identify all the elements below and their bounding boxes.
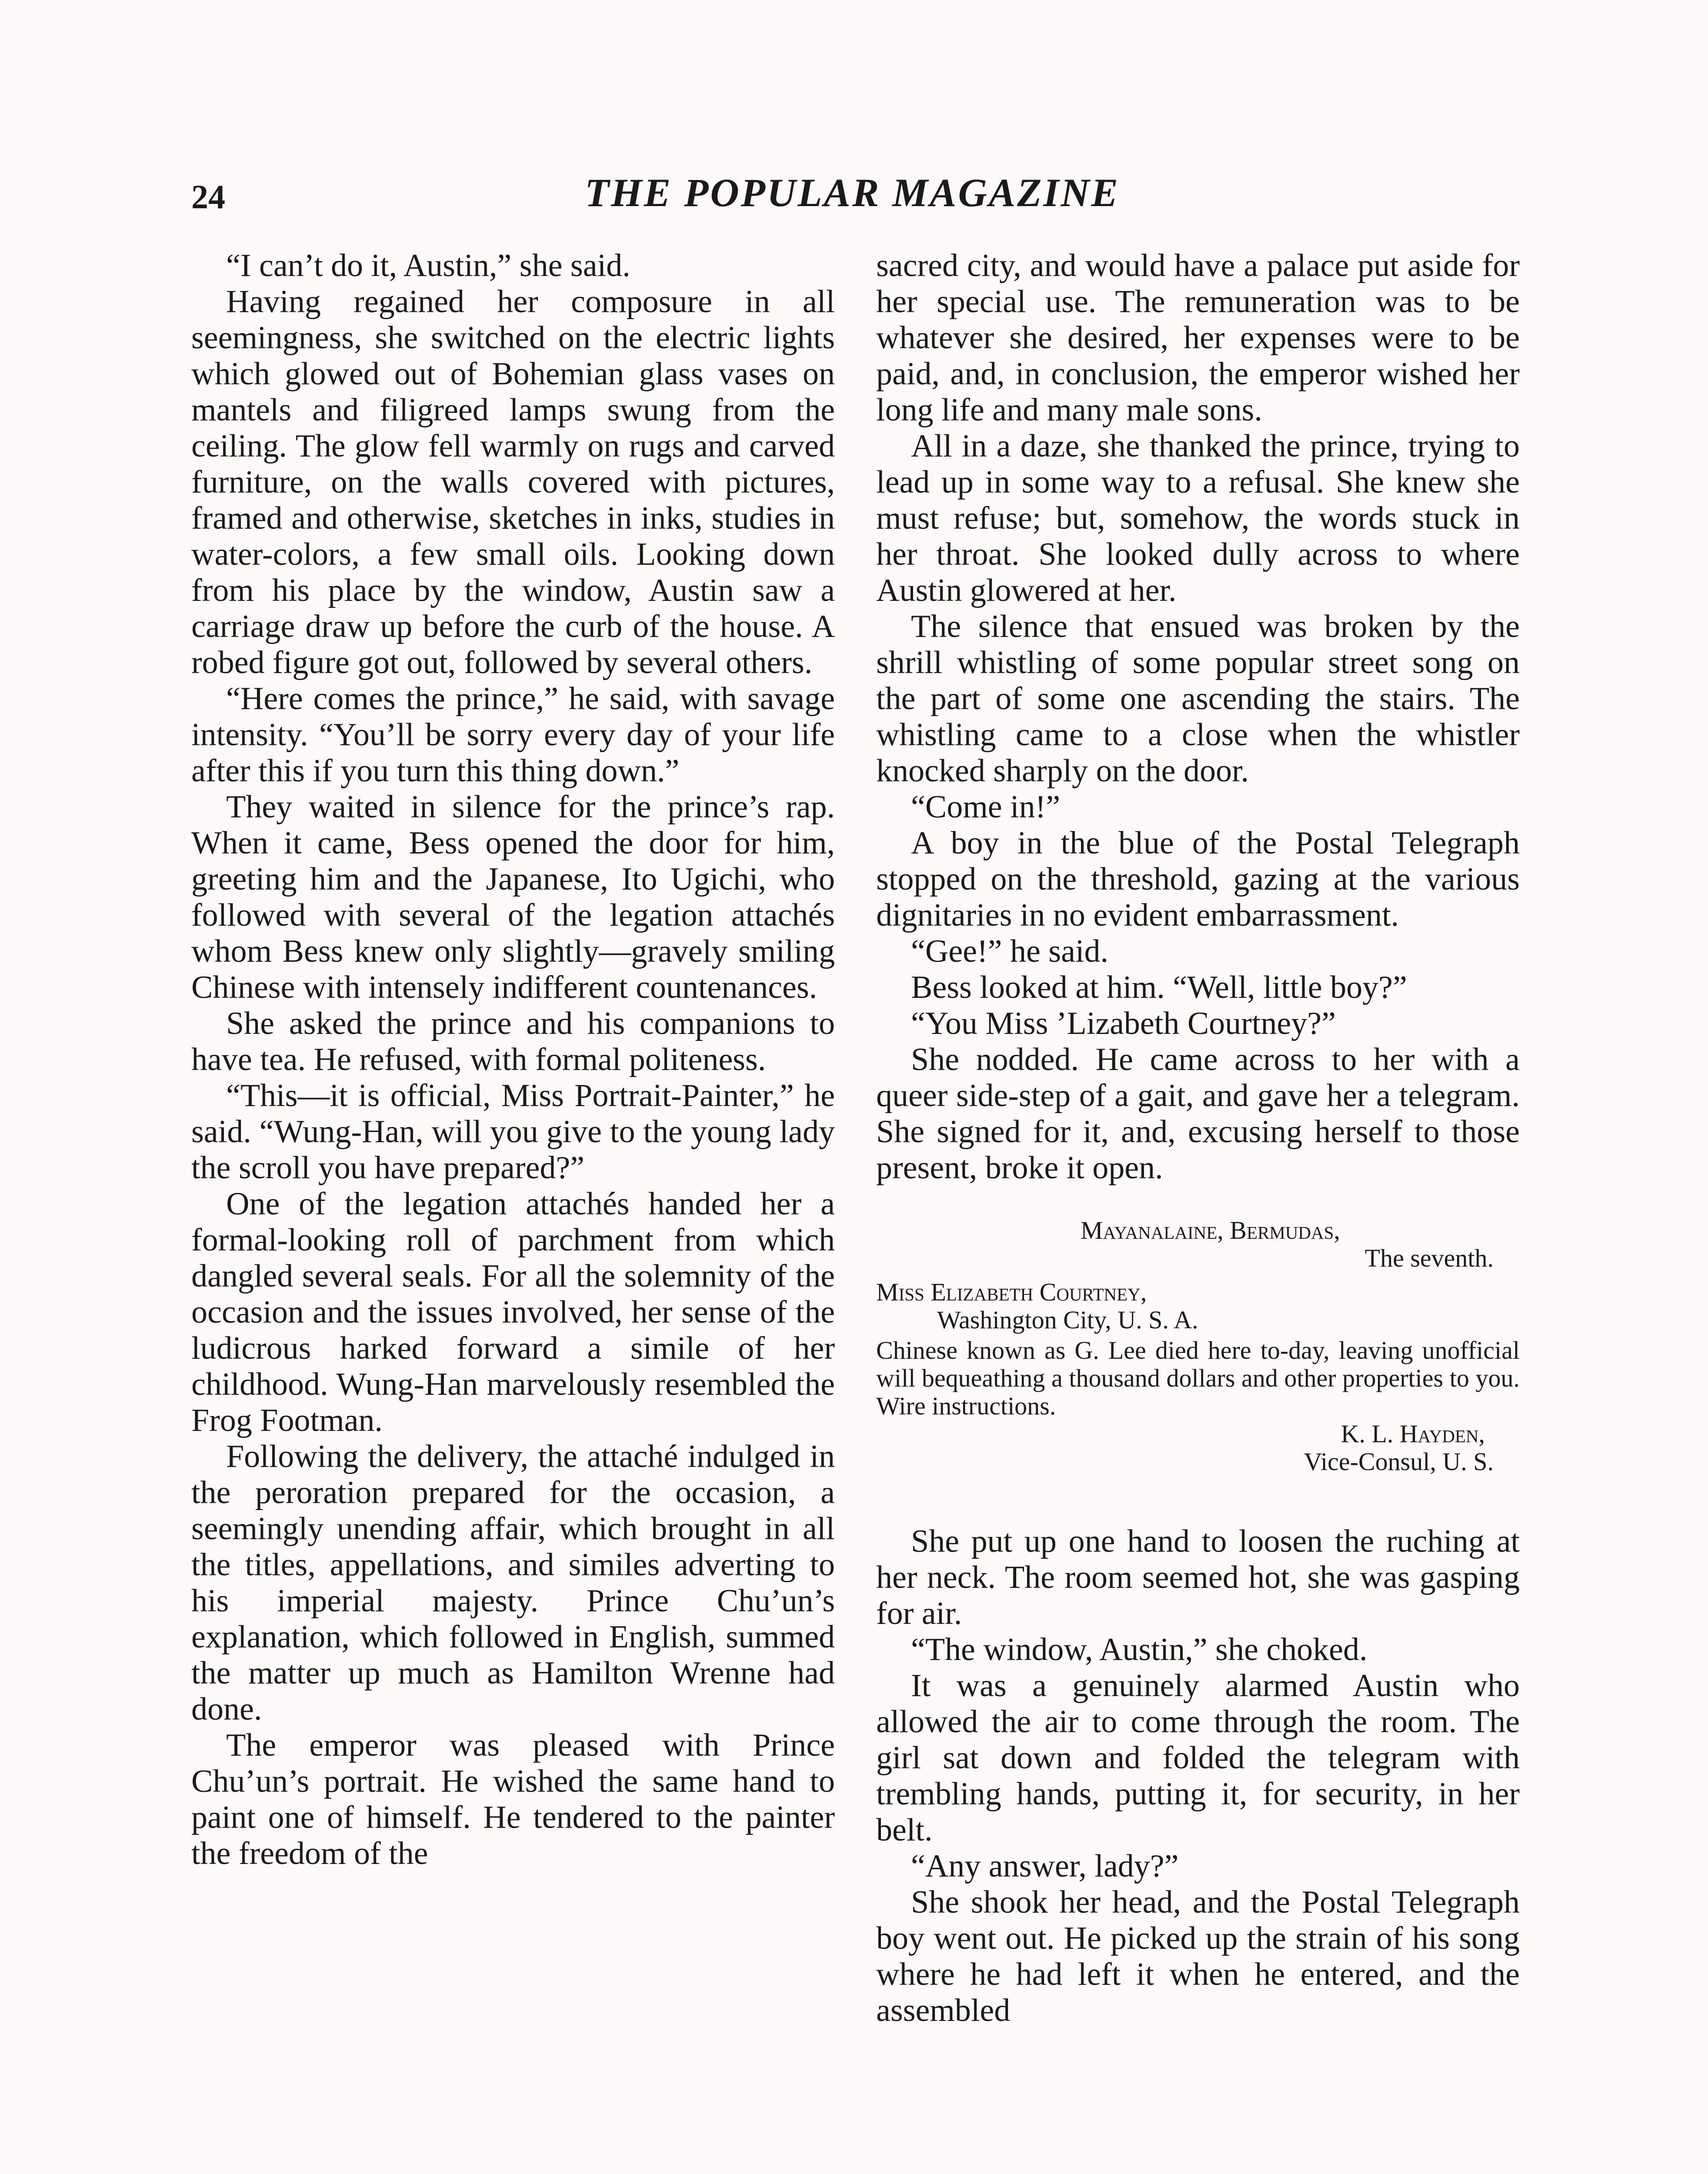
paragraph: She shook her head, and the Postal Telegraph boy went out. He picked up the strain of his song where he had left it when he entered, and the assembled (876, 1884, 1520, 2028)
paragraph: “The window, Austin,” she choked. (911, 1632, 1368, 1667)
page-number: 24 (191, 178, 225, 216)
telegram-place: Mayanalaine, Bermudas, (1081, 1216, 1340, 1244)
paragraph: They waited in silence for the prince’s rap. When it came, Bess opened the door for him, greeting him and the Japanese, Ito Ugichi, who followed with several of the legation attachés whom Bess knew only slightly—gravely smiling Chinese with intensely indifferent countenances. (191, 789, 835, 1005)
paragraph: The emperor was pleased with Prince Chu’un’s portrait. He wished the same hand to paint one of himself. He tendered to the painter the freedom of the (191, 1727, 835, 1871)
telegram-body: Chinese known as G. Lee died here to-day, leaving unofficial will bequeathing a thousand dollars and other properties to you. Wire instructions. (876, 1336, 1520, 1420)
telegram-signature: K. L. Hayden, (1341, 1420, 1485, 1448)
paragraph: A boy in the blue of the Postal Telegraph stopped on the threshold, gazing at the various dignitaries in no evident embarrassment. (876, 825, 1520, 933)
telegram-date: The seventh. (1364, 1244, 1494, 1272)
running-head: THE POPULAR MAGAZINE (584, 170, 1120, 215)
paragraph: “Here comes the prince,” he said, with savage intensity. “You’ll be sorry every day of your life after this if you turn this thing down.” (191, 681, 835, 789)
right-column (876, 248, 1520, 2029)
telegram-recipient: Miss Elizabeth Courtney, (876, 1278, 1147, 1306)
paragraph: It was a genuinely alarmed Austin who allowed the air to come through the room. The girl sat down and folded the telegram with trembling hands, putting it, for security, in her belt. (876, 1668, 1520, 1848)
paragraph: All in a daze, she thanked the prince, trying to lead up in some way to a refusal. She knew she must refuse; but, somehow, the words stuck in her throat. She looked dully across to where Austin glowered at her. (876, 428, 1520, 608)
paragraph: sacred city, and would have a palace put aside for her special use. The remuneration was to be whatever she desired, her expenses were to be paid, and, in conclusion, the emperor wished her long life and many male sons. (876, 248, 1520, 428)
paragraph: Having regained her composure in all seemingness, she switched on the electric lights which glowed out of Bohemian glass vases on mantels and filigreed lamps swung from the ceiling. The glow fell warmly on rugs and carved furniture, on the walls covered with pictures, framed and otherwise, sketches in inks, studies in water-colors, a few small oils. Looking down from his place by the window, Austin saw a carriage draw up before the curb of the house. A robed figure got out, followed by several others. (191, 284, 835, 680)
telegram-address: Washington City, U. S. A. (937, 1306, 1198, 1334)
telegram (876, 1217, 1520, 1476)
paragraph: “Any answer, lady?” (911, 1848, 1179, 1884)
paragraph: “You Miss ’Lizabeth Courtney?” (911, 1006, 1336, 1041)
telegram-signer-title: Vice-Consul, U. S. (1304, 1447, 1494, 1476)
paragraph: “Come in!” (911, 789, 1061, 825)
paragraph: Bess looked at him. “Well, little boy?” (911, 970, 1407, 1005)
left-column (191, 248, 835, 1872)
paragraph: She asked the prince and his companions to have tea. He refused, with formal politeness. (191, 1006, 835, 1077)
paragraph: “This—it is official, Miss Portrait-Painter,” he said. “Wung-Han, will you give to the young lady the scroll you have prepared?” (191, 1078, 835, 1186)
page-header (191, 170, 1513, 226)
paragraph: “Gee!” he said. (911, 934, 1109, 969)
paragraph: Following the delivery, the attaché indulged in the peroration prepared for the occasion, a seemingly unending affair, which brought in all the titles, appellations, and similes adverting to his imperial majesty. Prince Chu’un’s explanation, which followed in English, summed the matter up much as Hamilton Wrenne had done. (191, 1439, 835, 1727)
paragraph: One of the legation attachés handed her a formal-looking roll of parchment from which dangled several seals. For all the solemnity of the occasion and the issues involved, her sense of the ludicrous harked forward a simile of her childhood. Wung-Han marvelously resembled the Frog Footman. (191, 1186, 835, 1438)
paragraph: “I can’t do it, Austin,” she said. (226, 248, 630, 283)
paragraph: The silence that ensued was broken by the shrill whistling of some popular street song on the part of some one ascending the stairs. The whistling came to a close when the whistler knocked sharply on the door. (876, 609, 1520, 789)
paragraph: She nodded. He came across to her with a queer side-step of a gait, and gave her a telegram. She signed for it, and, excusing herself to those present, broke it open. (876, 1042, 1520, 1186)
paragraph: She put up one hand to loosen the ruching at her neck. The room seemed hot, she was gasping for air. (876, 1524, 1520, 1631)
